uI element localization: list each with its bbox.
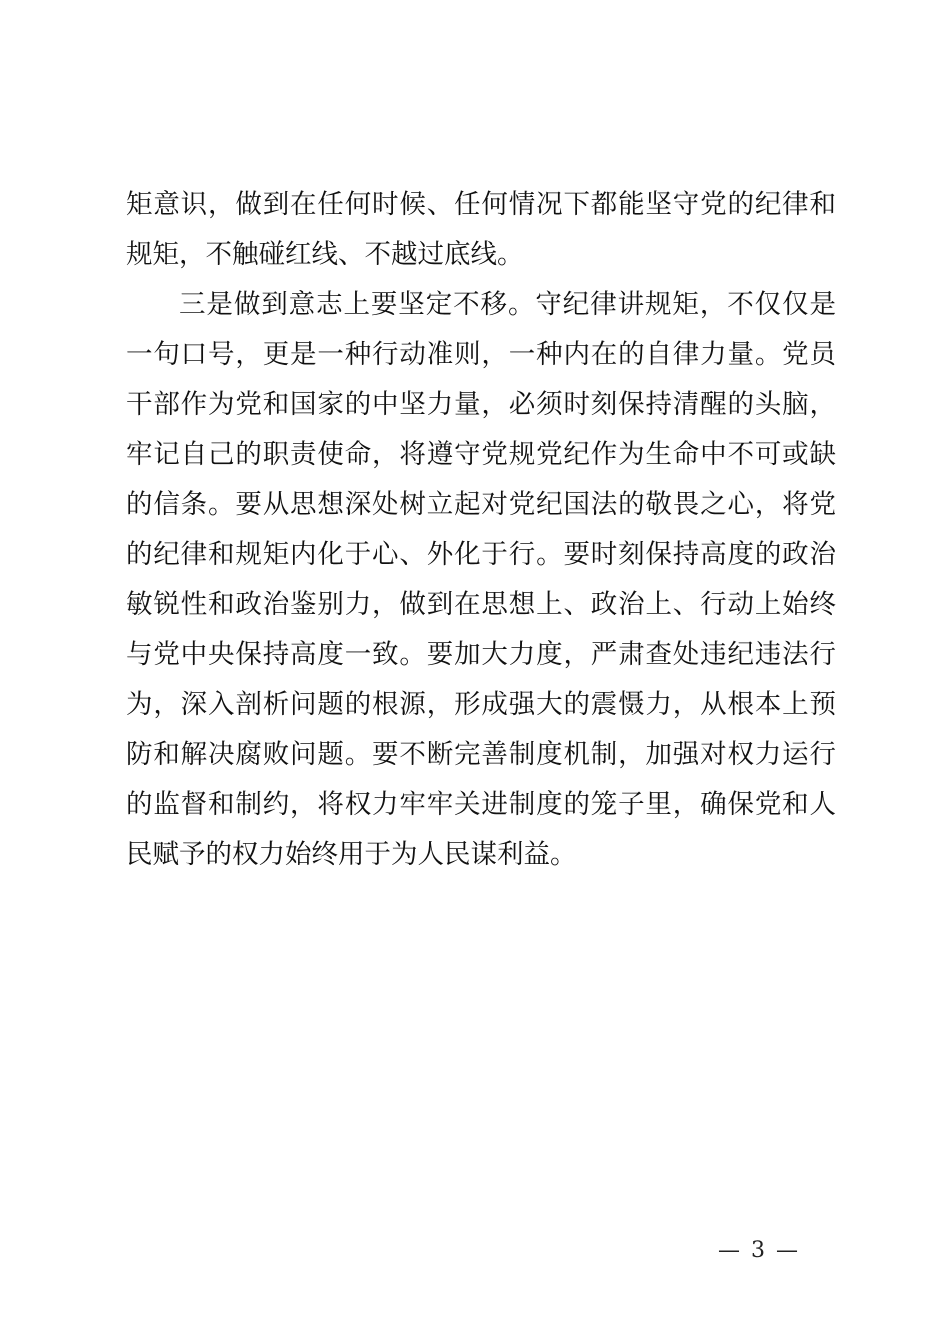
paragraph-point-three: 三是做到意志上要坚定不移。守纪律讲规矩，不仅仅是一句口号，更是一种行动准则，一种内在的自律力量。党员干部作为党和国家的中坚力量，必须时刻保持清醒的头脑，牢记自己的职责使命，将遵守党规党纪作为生命中不可或缺的信条。要从思想深处树立起对党纪国法的敬畏之心，将党的纪律和规矩内化于心、外化于行。要时刻保持高度的政治敏锐性和政治鉴别力，做到在思想上、政治上、行动上始终与党中央保持高度一致。要加大力度，严肃查处违纪违法行为，深入剖析问题的根源，形成强大的震慑力，从根本上预防和解决腐败问题。要不断完善制度机制，加强对权力运行的监督和制约，将权力牢牢关进制度的笼子里，确保党和人民赋予的权力始终用于为人民谋利益。 (126, 289, 836, 870)
document-body (126, 180, 836, 880)
paragraph-continuation: 矩意识，做到在任何时候、任何情况下都能坚守党的纪律和规矩，不触碰红线、不越过底线。 (126, 189, 836, 270)
page-number: — 3 — (718, 1238, 800, 1263)
